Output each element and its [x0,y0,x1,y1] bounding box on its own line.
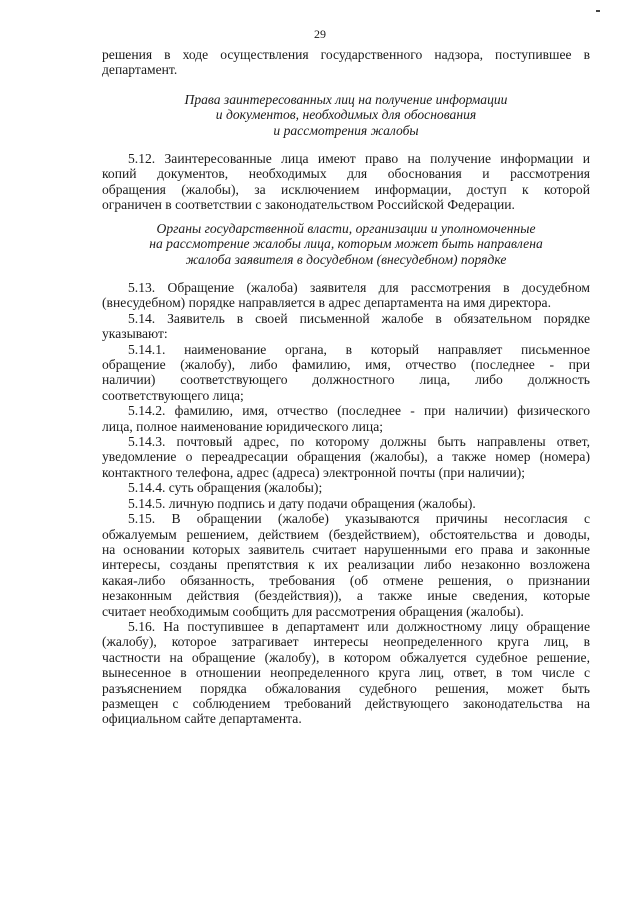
body-paragraphs [102,280,590,727]
text-line: указывают: [102,326,168,342]
heading-line: жалоба заявителя в досудебном (внесудебном) порядке [185,251,507,267]
text-line: частности на обращение (жалобу), в котором обжалуется судебное решение, [102,649,590,665]
text-line: 5.13. Обращение (жалоба) заявителя для рассмотрения в досудебном [128,280,590,295]
text-line: обращение (жалобу), либо фамилию, имя, отчество (последнее - при [102,357,590,373]
text-line: копий документов, необходимых для обоснования и рассмотрения [102,166,590,182]
paragraph-5-14-1 [102,342,590,404]
paragraph-5-14-2 [102,403,590,434]
paragraph-5-16 [102,619,590,727]
text-line: (жалобу), которое затрагивает интересы неопределенного круга лиц, в [102,634,590,650]
heading-line: и документов, необходимых для обоснования [215,107,477,123]
section-heading-rights [102,92,590,138]
text-line: какая-либо обязанность, требования (об отмене решения, о признании [102,572,590,588]
text-line: обжалуемым решением, действием (бездействием), обстоятельства и доводы, [102,526,590,542]
text-line: на основании которых заявитель считает нарушенными его права и законные [102,541,590,557]
text-line: официальном сайте департамента. [102,711,302,727]
section-heading-authorities [102,221,590,267]
heading-line: Права заинтересованных лиц на получение информации [184,92,508,107]
page-number: 29 [314,27,326,41]
paragraph-5-12 [102,151,590,213]
corner-mark [596,10,600,12]
text-line: 5.14.3. почтовый адрес, по которому должны быть направлены ответ, [128,434,590,450]
text-line: 5.14.1. наименование органа, в который направляет письменное [128,341,590,357]
text-line: разъяснением порядка обжалования судебного решения, может быть [102,680,590,696]
text-line: вынесенное в отношении неопределенного круга лиц, ответ, в том числе с [102,665,590,681]
paragraph-5-15 [102,511,590,619]
text-line: 5.14.4. суть обращения (жалобы); [128,480,323,496]
text-line: интересы, созданы препятствия к их реализации либо незаконно возложена [102,557,590,573]
text-line: соответствующего лица; [102,387,244,403]
text-line: лица, полное наименование юридического лица; [102,418,384,434]
text-line: 5.14.2. фамилию, имя, отчество (последнее - при наличии) физического [128,403,590,419]
text-line: обращения (жалобы), за исключением информации, доступ к которой [102,181,590,197]
text-line: размещен с соблюдением требований действующего законодательства на [102,695,590,711]
text-line: 5.14.5. личную подпись и дату подачи обращения (жалобы). [128,495,476,511]
text-line: незаконным действия (бездействия)), а также иные сведения, которые [102,588,590,604]
text-line: (внесудебном) порядке направляется в адрес департамента на имя директора. [102,295,551,311]
heading-line: и рассмотрения жалобы [273,122,419,138]
text-line: 5.15. В обращении (жалобе) указываются причины несогласия с [128,511,590,527]
paragraph-5-13 [102,280,590,311]
heading-line: на рассмотрение жалобы лица, которым может быть направлена [149,236,543,252]
text-line: 5.14. Заявитель в своей письменной жалобе в обязательном порядке [128,310,590,326]
text-line: считает необходимым сообщить для рассмотрения обращения (жалобы). [102,603,524,619]
text-line: контактного телефона, адрес (адреса) электронной почты (при наличии); [102,464,526,480]
text-line: уведомление о переадресации обращения (жалобы), а также номер (номера) [102,449,590,465]
text-line: 5.16. На поступившее в департамент или должностному лицу обращение [128,618,590,634]
text-line: наличии) соответствующего должностного лица, либо должность [102,372,590,388]
heading-line: Органы государственной власти, организации и уполномоченные [156,221,536,236]
text-line: департамент. [102,62,178,78]
paragraph-intro [102,47,590,78]
paragraph-5-14 [102,311,590,342]
text-line: ограничен в соответствии с законодательством Российской Федерации. [102,197,515,213]
paragraph-5-14-5 [102,496,590,511]
text-line: решения в ходе осуществления государственного надзора, поступившее в [102,47,590,62]
paragraph-5-14-3 [102,434,590,480]
paragraph-5-14-4 [102,480,590,495]
text-line: 5.12. Заинтересованные лица имеют право на получение информации и [128,151,590,166]
